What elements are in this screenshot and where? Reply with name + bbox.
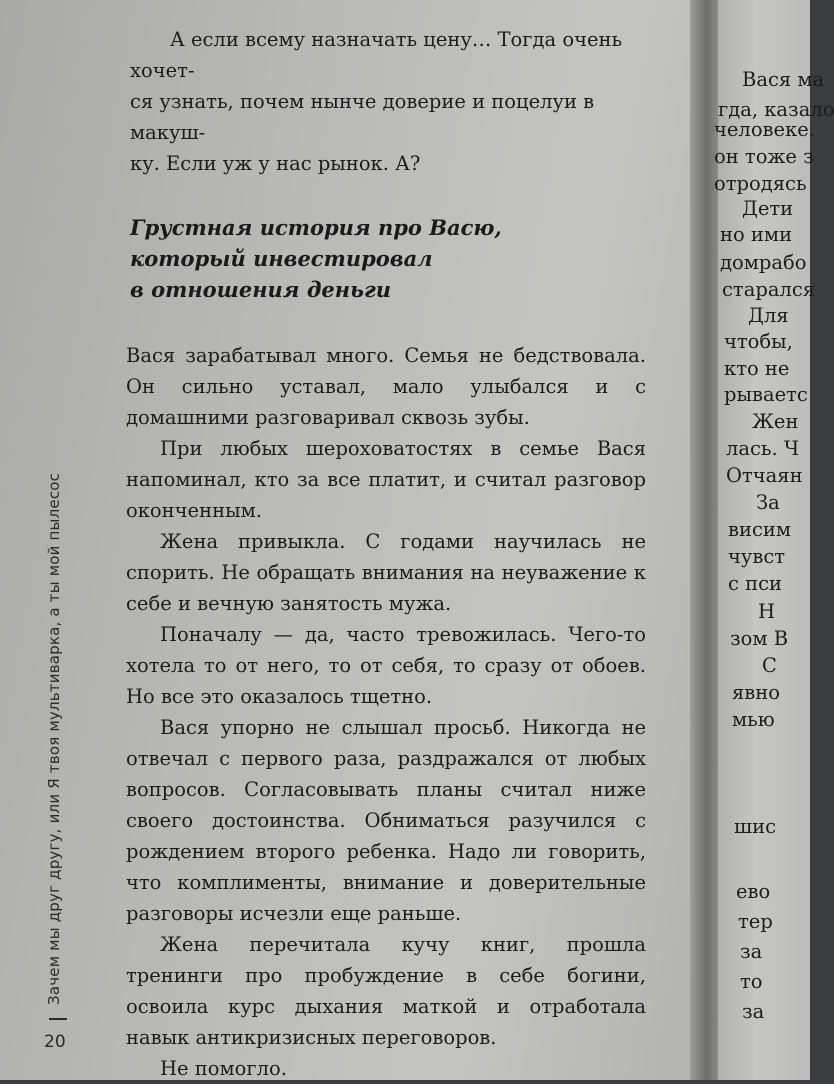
- right-page-line: шис: [734, 815, 777, 838]
- heading-line: в отношения деньги: [130, 277, 392, 302]
- right-page-line: Отчаян: [726, 464, 803, 487]
- right-page-line: С: [762, 654, 777, 677]
- body-text: [126, 340, 646, 1084]
- right-page-line: чувст: [728, 545, 786, 568]
- right-page-line: но ими: [720, 223, 793, 246]
- paragraph: Вася упорно не слышал просьб. Никогда не отвечал с первого раза, раздражался от любых вопросов. Согласовывать планы считал ниже своего достоинства. Обниматься разучился с рождением второго ребенка. Надо ли говорить, что комплименты, внимание и доверительные разговоры исчезли еще раньше.: [126, 716, 646, 925]
- right-page-line: мью: [732, 708, 775, 731]
- page-number: 20: [44, 1032, 66, 1052]
- right-page-line: он тоже з: [714, 145, 814, 168]
- right-page-line: ево: [736, 880, 771, 903]
- right-page-line: домрабо: [720, 251, 807, 274]
- right-page-line: зом В: [730, 627, 789, 650]
- right-page-line: за: [742, 1000, 765, 1023]
- paragraph: Жена перечитала кучу книг, прошла тренинги про пробуждение в себе богини, освоила курс дыхания маткой и отработала навык антикризисных переговоров.: [126, 933, 646, 1049]
- running-title-rule: [49, 1018, 67, 1020]
- right-page-line: за: [740, 940, 763, 963]
- right-page-line: рываетс: [724, 383, 808, 406]
- paragraph: При любых шероховатостях в семье Вася напоминал, кто за все платит, и считал разговор оконченным.: [126, 437, 646, 522]
- heading-line: который инвестировал: [130, 246, 433, 271]
- right-page-line: явно: [732, 681, 781, 704]
- right-page-line: лась. Ч: [726, 437, 800, 460]
- text-line: А если всему назначать цену… Тогда очень хочет-: [130, 28, 623, 82]
- paragraph: Вася зарабатывал много. Семья не бедствовала. Он сильно уставал, мало улыбался и с домашними разговаривал сквозь зубы.: [126, 344, 646, 429]
- paragraph: Жена привыкла. С годами научилась не спорить. Не обращать внимания на неуважение к себе и вечную занятость мужа.: [126, 530, 646, 615]
- text-line: ку. Если уж у нас рынок. А?: [130, 152, 421, 175]
- paragraph: Поначалу — да, часто тревожилась. Чего-то хотела то от него, то от себя, то сразу от обоев. Но все это оказалось тщетно.: [126, 623, 646, 708]
- top-paragraph: [130, 24, 650, 179]
- right-page-line: Н: [758, 600, 776, 623]
- text-line: ся узнать, почем нынче доверие и поцелуи в макуш-: [130, 90, 595, 144]
- right-page-line: За: [756, 491, 780, 514]
- heading-line: Грустная история про Васю,: [130, 215, 502, 240]
- right-page-line: гда, казало: [718, 98, 834, 121]
- right-page-line: Дети: [742, 197, 794, 220]
- right-page-line: Для: [748, 304, 789, 327]
- right-page-line: с пси: [728, 572, 783, 595]
- right-page-line: человеке.: [714, 118, 816, 141]
- right-page-line: старался: [722, 278, 816, 301]
- right-page-line: Жен: [752, 410, 799, 433]
- running-title: Зачем мы друг другу, или Я твоя мультиварка, а ты мой пылесос: [45, 472, 63, 1005]
- right-page-line: висим: [728, 518, 792, 541]
- paragraph: Не помогло.: [160, 1057, 287, 1080]
- right-page-line: отродясь: [714, 172, 807, 195]
- section-heading: [130, 212, 590, 305]
- right-page-line: Вася ма: [742, 68, 825, 91]
- right-page: [714, 0, 834, 1080]
- right-page-line: то: [740, 970, 763, 993]
- right-page-line: тер: [738, 910, 773, 933]
- right-page-line: кто не: [724, 357, 790, 380]
- right-page-line: чтобы,: [724, 330, 793, 353]
